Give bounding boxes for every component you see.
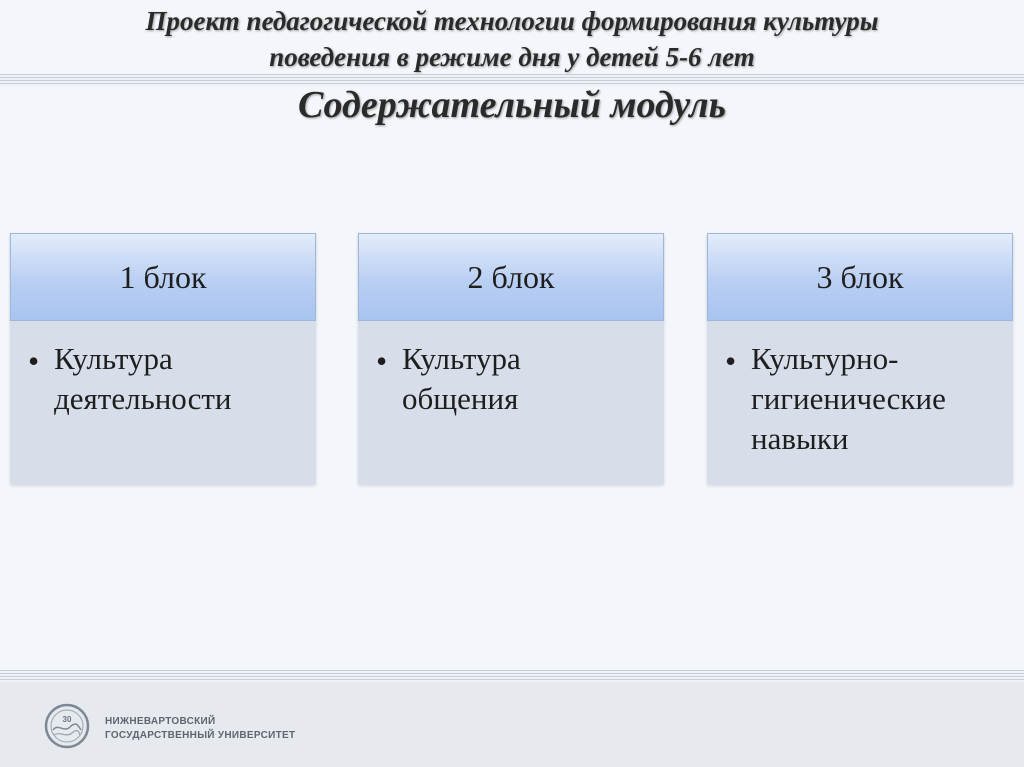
slide-subtitle: Содержательный модуль	[297, 84, 727, 126]
footer-divider	[0, 670, 1024, 682]
block-1-item	[54, 339, 306, 419]
university-name-line-1: НИЖНЕВАРТОВСКИЙ	[105, 716, 216, 727]
item-line: Культурно-	[751, 341, 899, 376]
block-2-header: 2 блок	[358, 233, 664, 321]
block-1-body	[10, 321, 316, 484]
logo-badge-text: 30	[62, 715, 72, 724]
block-3-body	[707, 321, 1013, 484]
university-name-line-2: ГОСУДАРСТВЕННЫЙ УНИВЕРСИТЕТ	[105, 730, 296, 741]
block-2-body	[358, 321, 664, 484]
block-3-header: 3 блок	[707, 233, 1013, 321]
slide-title-line-2: поведения в режиме дня у детей 5-6 лет	[269, 42, 755, 72]
block-1-header: 1 блок	[10, 233, 316, 321]
item-line: общения	[402, 381, 519, 416]
university-emblem-icon	[44, 703, 90, 749]
footer	[0, 682, 1024, 767]
block-2	[358, 233, 664, 484]
block-3-item	[751, 339, 1003, 459]
item-line: гигиенические	[751, 381, 946, 416]
bullet-icon: •	[725, 343, 737, 379]
item-line: навыки	[751, 421, 849, 456]
item-line: Культура	[54, 341, 173, 376]
bullet-icon: •	[376, 343, 388, 379]
block-2-item	[402, 339, 654, 419]
item-line: Культура	[402, 341, 521, 376]
slide-title-line-1: Проект педагогической технологии формирования культуры	[145, 6, 879, 36]
block-1	[10, 233, 316, 484]
bullet-icon: •	[28, 343, 40, 379]
block-3	[707, 233, 1013, 484]
item-line: деятельности	[54, 381, 232, 416]
